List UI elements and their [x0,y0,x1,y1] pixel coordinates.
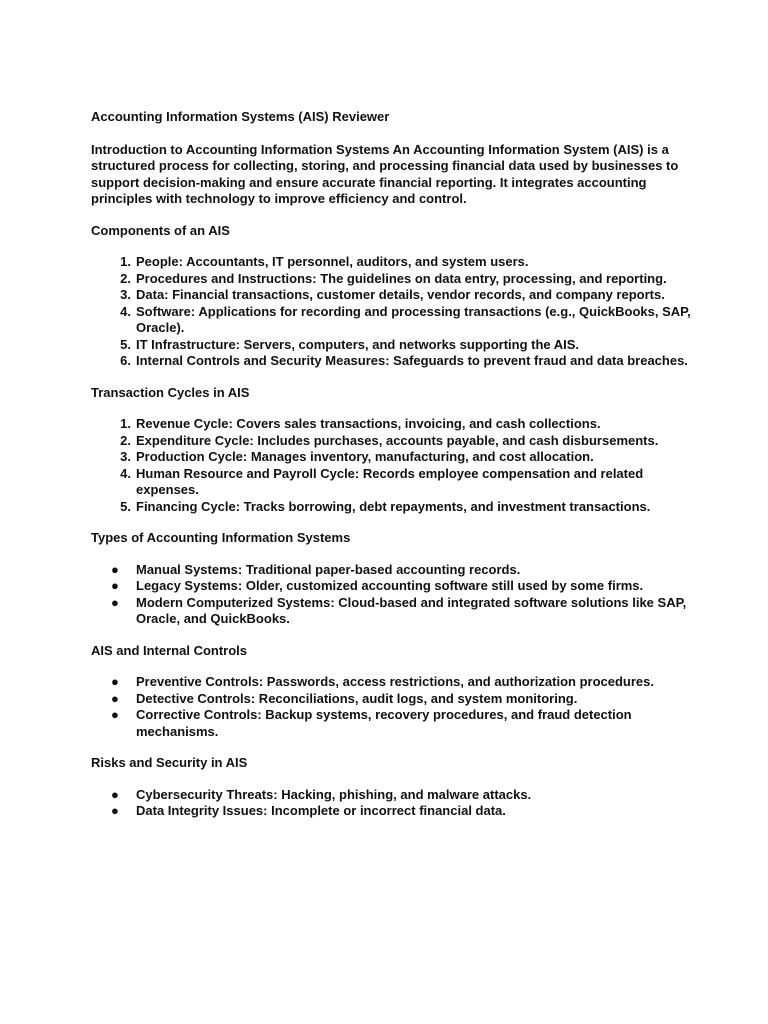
list-number: 2. [120,432,131,448]
list-item [91,271,708,288]
bullet-icon: ● [111,594,119,610]
internal-controls-list [91,674,708,740]
bullet-icon: ● [111,578,119,593]
list-item [91,254,708,271]
section-heading-transaction-cycles: Transaction Cycles in AIS [91,384,250,400]
bullet-icon: ● [111,786,119,802]
list-number: 3. [120,449,131,464]
list-item [91,304,708,337]
list-number: 1. [120,416,131,431]
list-item-text: Cybersecurity Threats: Hacking, phishing, and malware attacks. [136,786,532,802]
list-item-text: Data Integrity Issues: Incomplete or incorrect financial data. [136,803,506,818]
bullet-icon: ● [111,561,119,577]
list-number: 6. [120,353,131,368]
list-item [91,353,708,370]
list-item-text: Revenue Cycle: Covers sales transactions, invoicing, and cash collections. [136,416,601,431]
list-number: 4. [120,303,131,319]
list-item-text: Preventive Controls: Passwords, access restrictions, and authorization procedures. [136,674,654,689]
list-item-text: Data: Financial transactions, customer details, vendor records, and company reports. [136,287,665,302]
list-number: 1. [120,254,131,269]
section-heading-risks-security: Risks and Security in AIS [91,755,248,770]
list-item [91,578,708,595]
bullet-icon: ● [111,674,119,689]
list-item [91,287,708,304]
list-item [91,691,708,708]
list-item-text: Internal Controls and Security Measures: Safeguards to prevent fraud and data breaches. [136,353,688,368]
section-heading-internal-controls: AIS and Internal Controls [91,642,248,658]
list-item [91,803,708,820]
section-heading-types: Types of Accounting Information Systems [91,530,351,545]
transaction-cycles-list [91,416,708,515]
list-item [91,433,708,450]
list-item-text: Human Resource and Payroll Cycle: Records employee compensation and related expenses. [136,465,644,497]
list-item-text: Procedures and Instructions: The guidelines on data entry, processing, and reporting. [136,270,667,286]
section-heading-components: Components of an AIS [91,222,230,238]
components-list [91,254,708,370]
list-item [91,707,708,740]
list-item-text: Financing Cycle: Tracks borrowing, debt repayments, and investment transactions. [136,498,651,514]
list-item [91,337,708,354]
list-item-text: Detective Controls: Reconciliations, audit logs, and system monitoring. [136,690,578,706]
list-item-text: Expenditure Cycle: Includes purchases, accounts payable, and cash disbursements. [136,432,659,448]
list-item-text: Manual Systems: Traditional paper-based accounting records. [136,561,521,577]
list-number: 3. [120,287,131,302]
list-item [91,595,708,628]
list-number: 5. [120,336,131,352]
types-list [91,562,708,628]
intro-paragraph: Introduction to Accounting Information Systems An Accounting Information System (AIS) is a structured process for collecting, storing, and processing financial data used by businesses to support decision-making and ensure accurate financial reporting. It integrates accounting principles with technology to improve efficiency and control. [91,141,679,206]
list-item-text: IT Infrastructure: Servers, computers, and networks supporting the AIS. [136,336,580,352]
bullet-icon: ● [111,803,119,818]
list-number: 2. [120,270,131,286]
list-item-text: Production Cycle: Manages inventory, manufacturing, and cost allocation. [136,449,594,464]
list-item-text: Legacy Systems: Older, customized accounting software still used by some firms. [136,578,644,593]
risks-security-list [91,787,708,820]
list-item-text: Modern Computerized Systems: Cloud-based and integrated software solutions like SAP, Oracle, and QuickBooks. [136,594,687,626]
list-item [91,499,708,516]
list-number: 5. [120,498,131,514]
list-item [91,787,708,804]
list-item [91,674,708,691]
list-item [91,466,708,499]
document-title: Accounting Information Systems (AIS) Reviewer [91,109,390,124]
list-item [91,416,708,433]
bullet-icon: ● [111,690,119,706]
list-item [91,449,708,466]
bullet-icon: ● [111,707,119,722]
list-number: 4. [120,465,131,481]
list-item-text: People: Accountants, IT personnel, auditors, and system users. [136,254,529,269]
list-item-text: Corrective Controls: Backup systems, recovery procedures, and fraud detection mechanisms. [136,707,632,739]
list-item-text: Software: Applications for recording and processing transactions (e.g., QuickBooks, SAP, Oracle). [136,303,691,335]
list-item [91,562,708,579]
